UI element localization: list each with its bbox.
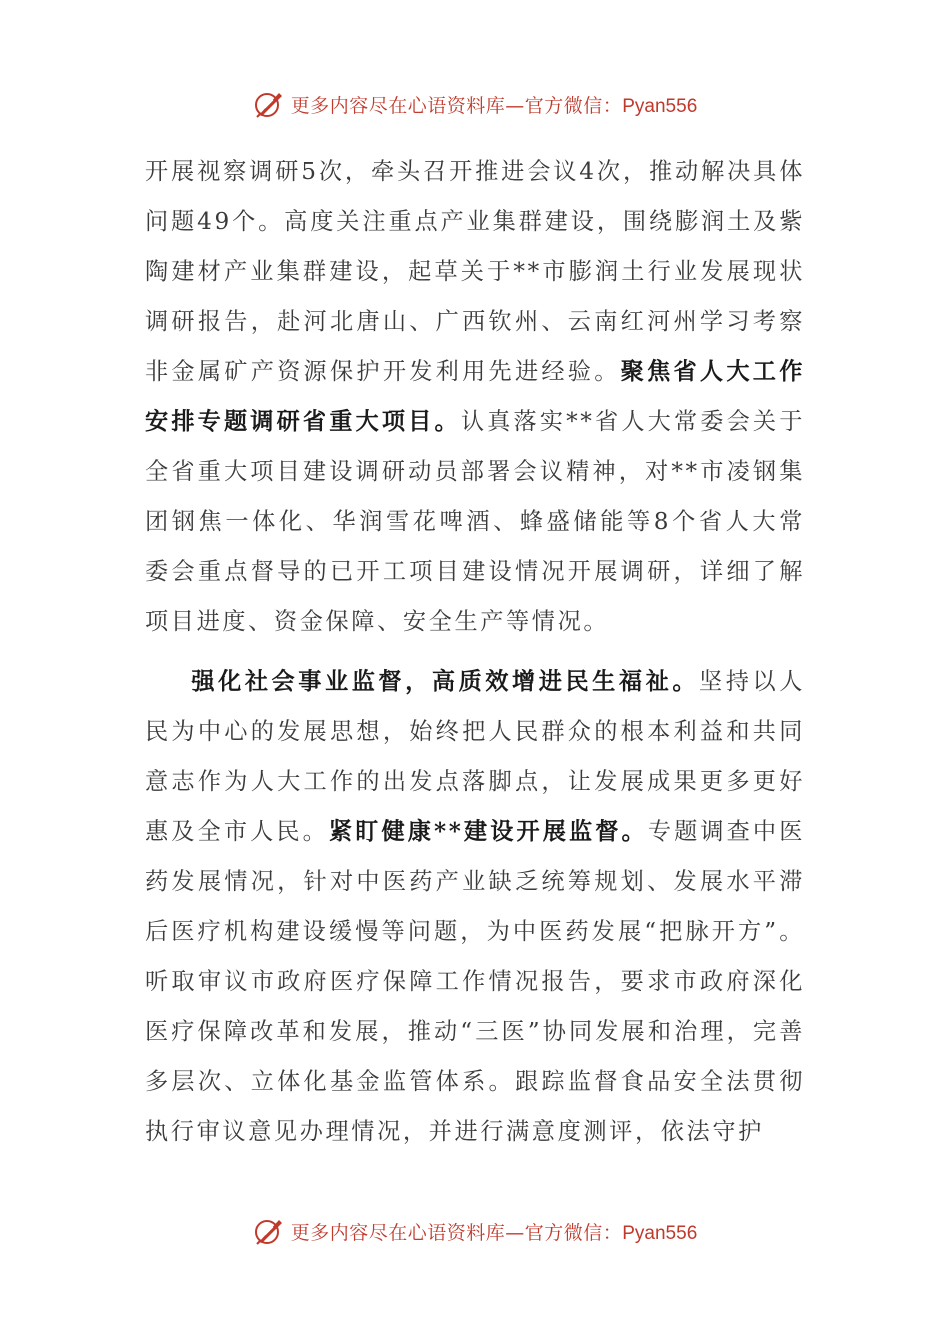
text-run: 专题调查中医药发展情况，针对中医药产业缺乏统筹规划、发展水平滞后医疗机构建设缓慢等问题，为中医药发展“把脉开方”。听取审议市政府医疗保障工作情况报告，要求市政府深化医疗保障改革和发展，推动“三医”协同发展和治理，完善多层次、立体化基金监管体系。跟踪监督食品安全法贯彻执行审议意见办理情况，并进行满意度测评，依法守护 xyxy=(145,818,805,1145)
banner-text: 更多内容尽在心语资料库—官方微信：Pyan556 xyxy=(290,94,698,117)
document-body xyxy=(145,147,805,1157)
wechat-id: Pyan556 xyxy=(622,1222,698,1244)
paragraph-1 xyxy=(145,147,805,647)
text-run: 开展视察调研5次，牵头召开推进会议4次，推动解决具体问题49个。高度关注重点产业集群建设，围绕膨润土及紫陶建材产业集群建设，起草关于**市膨润土行业发展现状调研报告，赴河北唐山、广西钦州、云南红河州学习考察非金属矿产资源保护开发利用先进经验。 xyxy=(145,158,805,385)
quill-pen-circle-icon xyxy=(253,88,285,120)
bold-heading-run: 强化社会事业监督，高质效增进民生福祉。 xyxy=(191,668,700,695)
banner-text: 更多内容尽在心语资料库—官方微信：Pyan556 xyxy=(290,1221,698,1244)
bold-heading-run: 聚焦省人大工作安排专题调研省重大项目。 xyxy=(145,358,805,435)
text-run: 认真落实**省人大常委会关于全省重大项目建设调研动员部署会议精神，对**市凌钢集团钢焦一体化、华润雪花啤酒、蜂盛储能等8个省人大常委会重点督导的已开工项目建设情况开展调研，详细了解项目进度、资金保障、安全生产等情况。 xyxy=(145,408,806,635)
bold-heading-run: 紧盯健康**建设开展监督。 xyxy=(328,818,648,845)
header-watermark-banner xyxy=(0,84,950,124)
quill-pen-circle-icon xyxy=(253,1215,285,1247)
wechat-id: Pyan556 xyxy=(622,95,698,117)
paragraph-2 xyxy=(145,657,805,1157)
text-run: 坚持以人民为中心的发展思想，始终把人民群众的根本利益和共同意志作为人大工作的出发点落脚点，让发展成果更多更好惠及全市人民。 xyxy=(145,668,805,845)
footer-watermark-banner xyxy=(0,1211,950,1251)
